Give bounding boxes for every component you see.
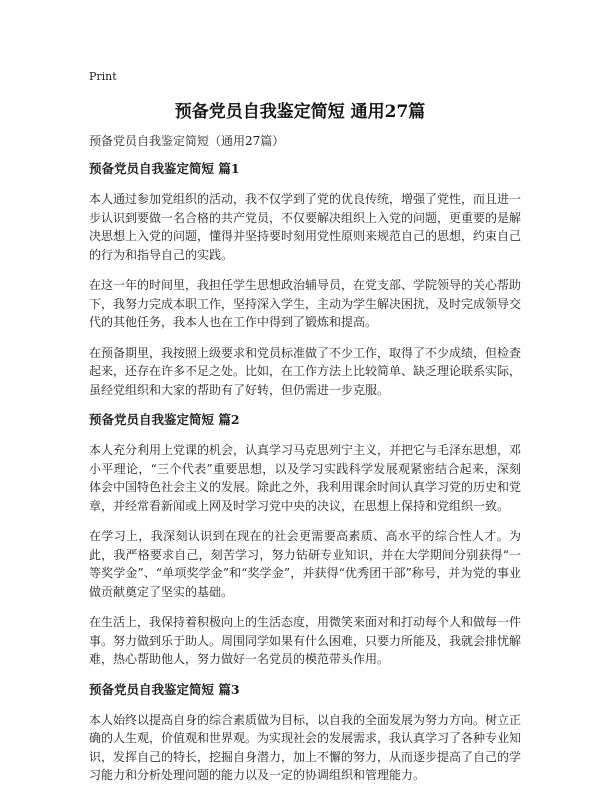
document-subtitle: 预备党员自我鉴定简短（通用27篇） [89,134,285,148]
paragraph: 在这一年的时间里，我担任学生思想政治辅导员，在党支部、学院领导的关心帮助下，我努力完成本职工作，坚持深入学生，主动为学生解决困扰，及时完成领导交代的其他任务，我本人也在工作中得到了锻炼和提高。 [89,278,522,329]
paragraph: 本人充分利用上党课的机会，认真学习马克思列宁主义，并把它与毛泽东思想，邓小平理论，“三个代表”重要思想，以及学习实践科学发展观紧密结合起来，深刻体会中国特色社会主义的发展。除此之外，我利用课余时间认真学习党的历史和党章，并经常看新闻或上网及时学习党中央的决议，在思想上保持和党组织一致。 [89,443,522,513]
section-2 [89,411,521,669]
section-3 [89,681,521,785]
paragraph: 在预备期里，我按照上级要求和党员标准做了不少工作，取得了不少成绩，但检查起来，还存在许多不足之处。比如，在工作方法上比较简单、缺乏理论联系实际，虽经党组织和大家的帮助有了好转，但仍需进一步克服。 [89,345,522,397]
document-body [89,160,521,797]
section-heading: 预备党员自我鉴定简短 篇3 [89,681,240,697]
paragraph: 在生活上，我保持着积极向上的生活态度，用微笑来面对和打动每个人和做每一件事。努力做到乐于助人。周围同学如果有什么困难，只要力所能及，我就会排忧解难，热心帮助他人，努力做好一名党员的模范带头作用。 [89,615,522,666]
section-1 [89,160,521,399]
print-label[interactable]: Print [89,70,117,83]
section-heading: 预备党员自我鉴定简短 篇1 [89,161,240,176]
paragraph: 在学习上，我深刻认识到在现在的社会更需要高素质、高水平的综合性人才。为此，我严格要求自己，刻苦学习，努力钻研专业知识，并在大学期间分别获得“一等奖学金”、“单项奖学金”和“奖学金”，并获得“优秀团干部”称号，并为党的事业做贡献奠定了坚实的基础。 [89,529,521,599]
paragraph: 本人始终以提高自身的综合素质做为目标，以自我的全面发展为努力方向。树立正确的人生观，价值观和世界观。为实现社会的发展需求，我认真学习了各种专业知识，发挥自己的特长，挖掘自身潜力，加上不懈的努力，从而逐步提高了自己的学习能力和分析处理问题的能力以及一定的协调组织和管理能力。 [89,712,522,782]
paragraph: 本人通过参加党组织的活动，我不仅学到了党的优良传统，增强了党性，而且进一步认识到要做一名合格的共产党员，不仅要解决组织上入党的问题，更重要的是解决思想上入党的问题，懂得并坚持要时刻用党性原则来规范自己的思想，约束自己的行为和指导自己的实践。 [89,192,522,262]
document-title: 预备党员自我鉴定简短 通用27篇 [174,102,426,122]
section-heading: 预备党员自我鉴定简短 篇2 [89,412,240,427]
